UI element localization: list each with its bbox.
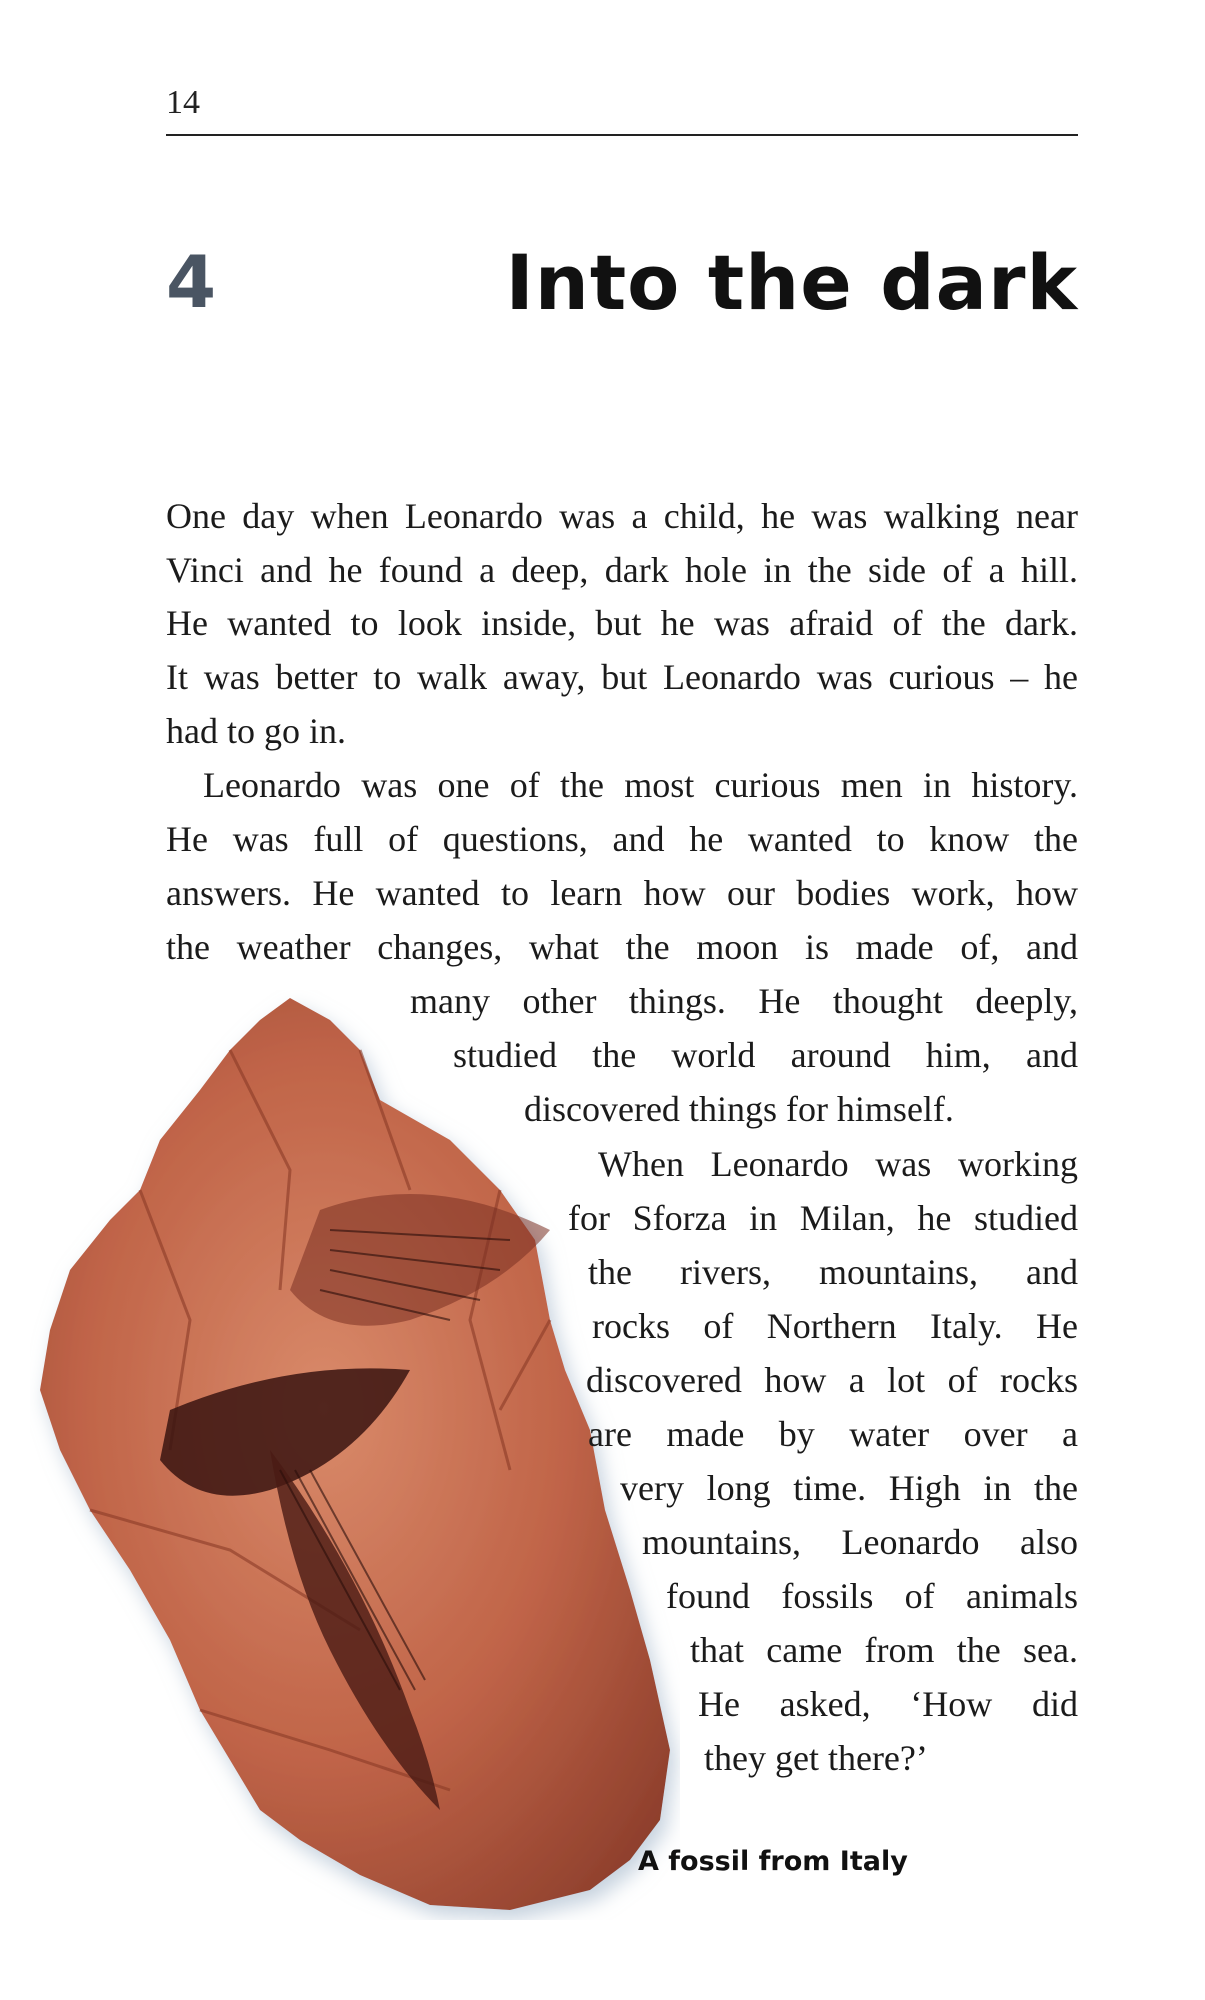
fossil-image [30, 990, 680, 1920]
text-line: When Leonardo was working [598, 1144, 1078, 1184]
page-number: 14 [166, 84, 200, 121]
text-line: Leonardo was one of the most curious men in history. [203, 765, 1078, 805]
text-line: He asked, ‘How did [698, 1684, 1078, 1724]
text-line: rocks of Northern Italy. He [592, 1306, 1078, 1346]
text-line: many other things. He thought deeply, [410, 981, 1078, 1021]
header-rule [166, 134, 1078, 136]
text-line: the rivers, mountains, and [588, 1252, 1078, 1292]
text-line: Vinci and he found a deep, dark hole in the side of a hill. [166, 550, 1078, 590]
text-line: He wanted to look inside, but he was afraid of the dark. [166, 603, 1078, 643]
text-line: One day when Leonardo was a child, he was walking near [166, 496, 1078, 536]
text-line: for Sforza in Milan, he studied [568, 1198, 1078, 1238]
text-line: discovered how a lot of rocks [586, 1360, 1078, 1400]
chapter-number: 4 [166, 240, 217, 324]
figure-caption: A fossil from Italy [638, 1846, 908, 1877]
text-line: found fossils of animals [666, 1576, 1078, 1616]
text-line: the weather changes, what the moon is made of, and [166, 927, 1078, 967]
text-line: they get there?’ [704, 1738, 928, 1778]
text-line: He was full of questions, and he wanted to know the [166, 819, 1078, 859]
text-line: It was better to walk away, but Leonardo was curious – he [166, 657, 1078, 697]
text-line: that came from the sea. [690, 1630, 1078, 1670]
text-line: studied the world around him, and [453, 1035, 1078, 1075]
text-line: discovered things for himself. [524, 1089, 954, 1129]
rock-shape [40, 998, 670, 1910]
text-line: very long time. High in the [620, 1468, 1078, 1508]
chapter-title: Into the dark [505, 238, 1078, 327]
text-line: mountains, Leonardo also [642, 1522, 1078, 1562]
text-line: are made by water over a [588, 1414, 1078, 1454]
text-line: had to go in. [166, 711, 346, 751]
text-line: answers. He wanted to learn how our bodies work, how [166, 873, 1078, 913]
